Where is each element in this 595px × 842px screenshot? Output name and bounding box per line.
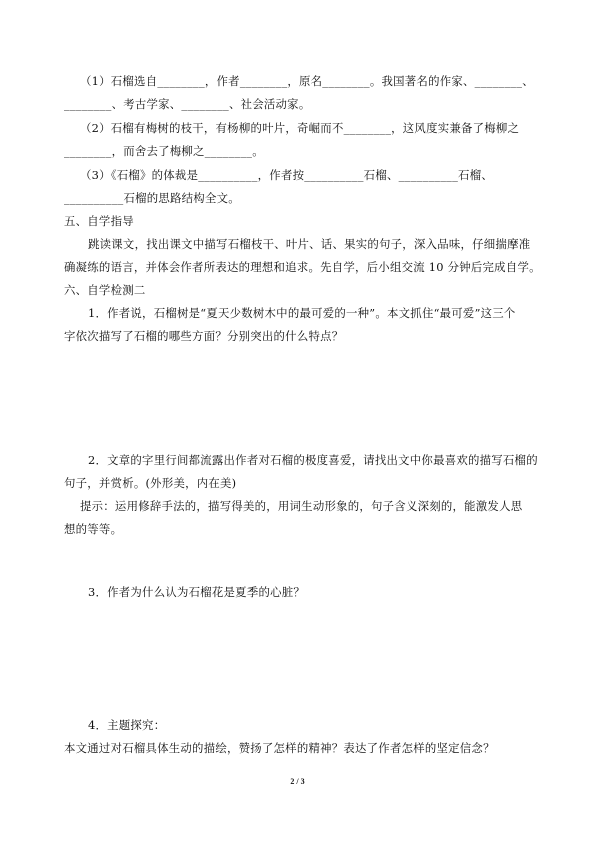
question-4-body: 本文通过对石榴具体生动的描绘，赞扬了怎样的精神？表达了作者怎样的坚定信念？ xyxy=(64,741,495,755)
hint-line-2: 想的等等。 xyxy=(64,522,123,536)
question-2-line-2: 句子，并赏析。(外形美，内在美) xyxy=(64,476,237,490)
question-1-line-2: 字依次描写了石榴的哪些方面？分别突出的什么特点？ xyxy=(64,329,344,343)
section-6-heading: 六、自学检测二 xyxy=(64,283,146,297)
page-number: 2 / 3 xyxy=(290,777,305,786)
q-fill-3-line-1: （3）《石榴》的体裁是__________，作者按__________石榴、__________石榴、 xyxy=(80,168,493,182)
q-fill-1-line-2: ________、考古学家、________、社会活动家。 xyxy=(64,97,311,111)
question-1-line-1: 1．作者说，石榴树是“夏天少数树木中的最可爱的一种”。本文抓住“最可爱”这三个 xyxy=(88,306,516,320)
q-fill-2-line-1: （2）石榴有梅树的枝干，有杨柳的叶片，奇崛而不________，这风度实兼备了梅柳之 xyxy=(80,121,520,135)
guide-paragraph-line-1: 跳读课文，找出课文中描写石榴枝干、叶片、话、果实的句子，深入品味，仔细揣摩准 xyxy=(88,237,531,251)
question-4-heading: 4．主题探究： xyxy=(88,718,166,732)
guide-paragraph-line-2: 确凝练的语言，并体会作者所表达的理想和追求。先自学，后小组交流 10 分钟后完成自学。 xyxy=(64,260,541,274)
question-2-line-1: 2．文章的字里行间都流露出作者对石榴的极度喜爱，请找出文中你最喜欢的描写石榴的 xyxy=(88,453,538,467)
section-5-heading: 五、自学指导 xyxy=(64,214,134,228)
q-fill-1-line-1: （1）石榴选自________，作者________，原名________。我国著名的作家、________、 xyxy=(80,74,534,88)
q-fill-3-line-2: __________石榴的思路结构全文。 xyxy=(64,191,240,205)
hint-line-1: 提示：运用修辞手法的，描写得美的，用词生动形象的，句子含义深刻的，能激发人思 xyxy=(80,499,523,513)
question-3: 3．作者为什么认为石榴花是夏季的心脏？ xyxy=(88,585,306,599)
q-fill-2-line-2: ________，而舍去了梅柳之________。 xyxy=(64,144,264,158)
